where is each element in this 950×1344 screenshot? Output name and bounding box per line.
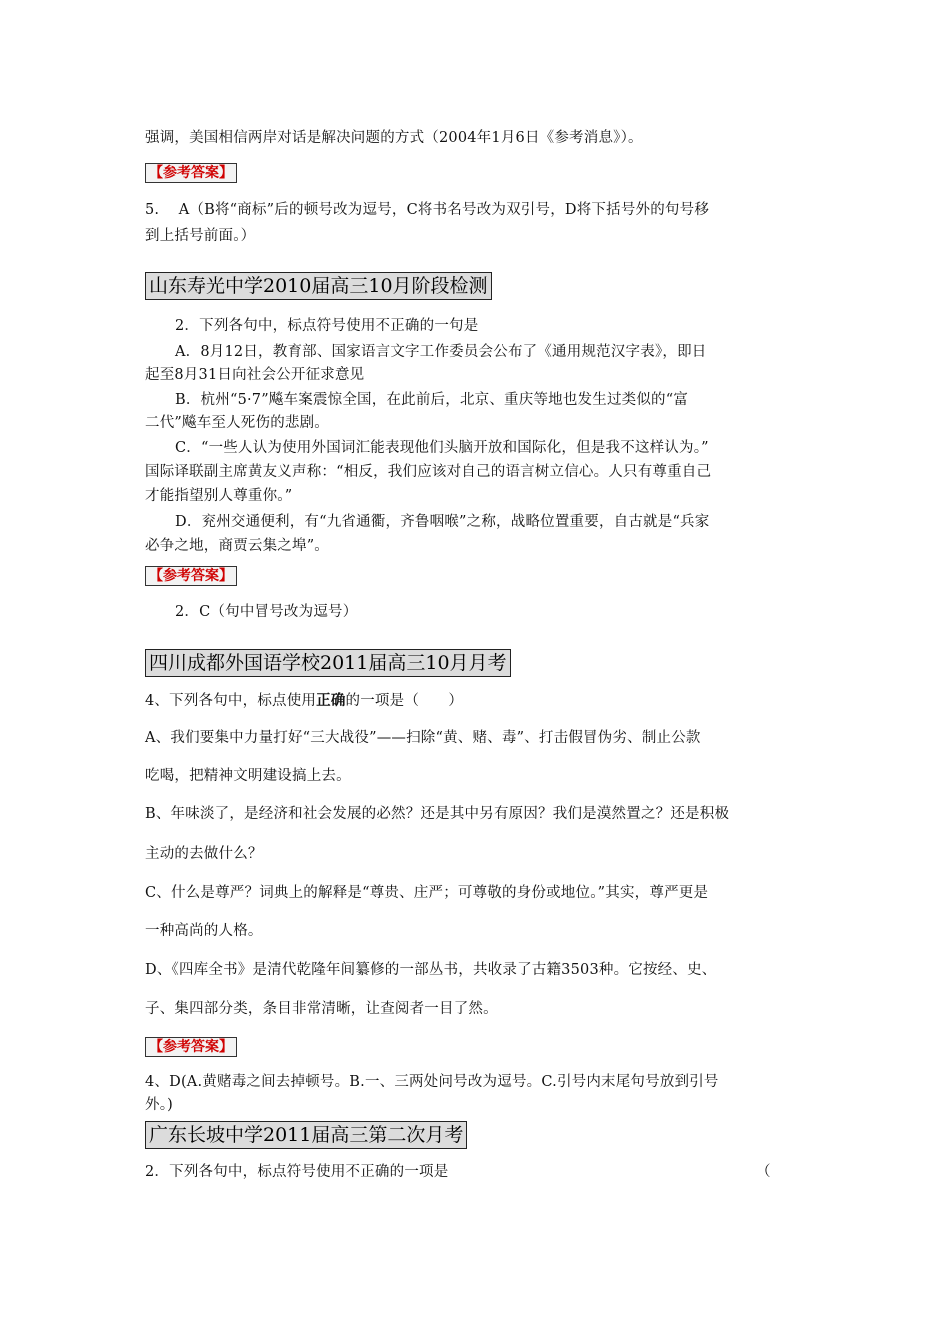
- option-b: B、年味淡了，是经济和社会发展的必然？还是其中另有原因？我们是漠然置之？还是积极: [145, 806, 730, 822]
- option-b-cont: 二代”飚车至人死伤的悲剧。: [145, 415, 330, 431]
- answer-label: 【参考答案】: [145, 566, 237, 586]
- option-b: B．杭州“5·7”飚车案震惊全国，在此前后，北京、重庆等地也发生过类似的“富: [175, 392, 689, 408]
- question-emphasis: 正确: [316, 693, 346, 709]
- question-text: 2．下列各句中，标点符号使用不正确的一句是: [175, 318, 479, 334]
- section-heading: 山东寿光中学2010届高三10月阶段检测: [145, 272, 492, 300]
- option-c: C．“一些人认为使用外国词汇能表现他们头脑开放和国际化，但是我不这样认为。”: [175, 440, 709, 456]
- section-heading: 广东长坡中学2011届高三第二次月考: [145, 1121, 467, 1149]
- option-a: A．8月12日，教育部、国家语言文字工作委员会公布了《通用规范汉字表》，即日: [175, 344, 707, 360]
- answer-text: 5. A（B将“商标”后的顿号改为逗号，C将书名号改为双引号，D将下括号外的句号移: [145, 202, 710, 218]
- option-a: A、我们要集中力量打好“三大战役”——扫除“黄、赌、毒”、打击假冒伪劣、制止公款: [145, 730, 701, 746]
- option-d: D、《四库全书》是清代乾隆年间纂修的一部丛书，共收录了古籍3503种。它按经、史、: [145, 962, 717, 978]
- option-d-cont: 子、集四部分类，条目非常清晰，让查阅者一目了然。: [145, 1001, 498, 1017]
- option-c-cont: 国际译联副主席黄友义声称：“相反，我们应该对自己的语言树立信心。人只有尊重自己: [145, 464, 712, 480]
- text-line: 强调，美国相信两岸对话是解决问题的方式（2004年1月6日《参考消息》）。: [145, 130, 643, 146]
- option-a-cont: 起至8月31日向社会公开征求意见: [145, 367, 365, 383]
- option-d: D．兖州交通便利，有“九省通衢，齐鲁咽喉”之称，战略位置重要，自古就是“兵家: [175, 514, 710, 530]
- option-a-cont: 吃喝，把精神文明建设搞上去。: [145, 768, 351, 784]
- answer-label: 【参考答案】: [145, 1037, 237, 1057]
- answer-paren: （: [756, 1164, 771, 1180]
- answer-text: 到上括号前面。）: [145, 228, 256, 244]
- question-text: 2．下列各句中，标点符号使用不正确的一项是: [145, 1164, 449, 1180]
- section-heading: 四川成都外国语学校2011届高三10月月考: [145, 649, 511, 677]
- option-b-cont: 主动的去做什么？: [145, 846, 263, 862]
- option-c-cont: 才能指望别人尊重你。”: [145, 488, 293, 504]
- option-d-cont: 必争之地，商贾云集之埠”。: [145, 538, 330, 554]
- option-c-cont: 一种高尚的人格。: [145, 923, 263, 939]
- answer-label: 【参考答案】: [145, 163, 237, 183]
- answer-text: 2．C（句中冒号改为逗号）: [175, 604, 358, 620]
- answer-text: 外。): [145, 1097, 174, 1113]
- answer-text: 4、D(A.黄赌毒之间去掉顿号。B.一、三两处问号改为逗号。C.引号内末尾句号放到引号: [145, 1074, 719, 1090]
- question-suffix: 的一项是（ ）: [345, 693, 464, 709]
- option-c: C、什么是尊严？词典上的解释是“尊贵、庄严；可尊敬的身份或地位。”其实，尊严更是: [145, 885, 709, 901]
- question-text: [145, 690, 815, 712]
- question-prefix: 4、下列各句中，标点使用: [145, 693, 317, 709]
